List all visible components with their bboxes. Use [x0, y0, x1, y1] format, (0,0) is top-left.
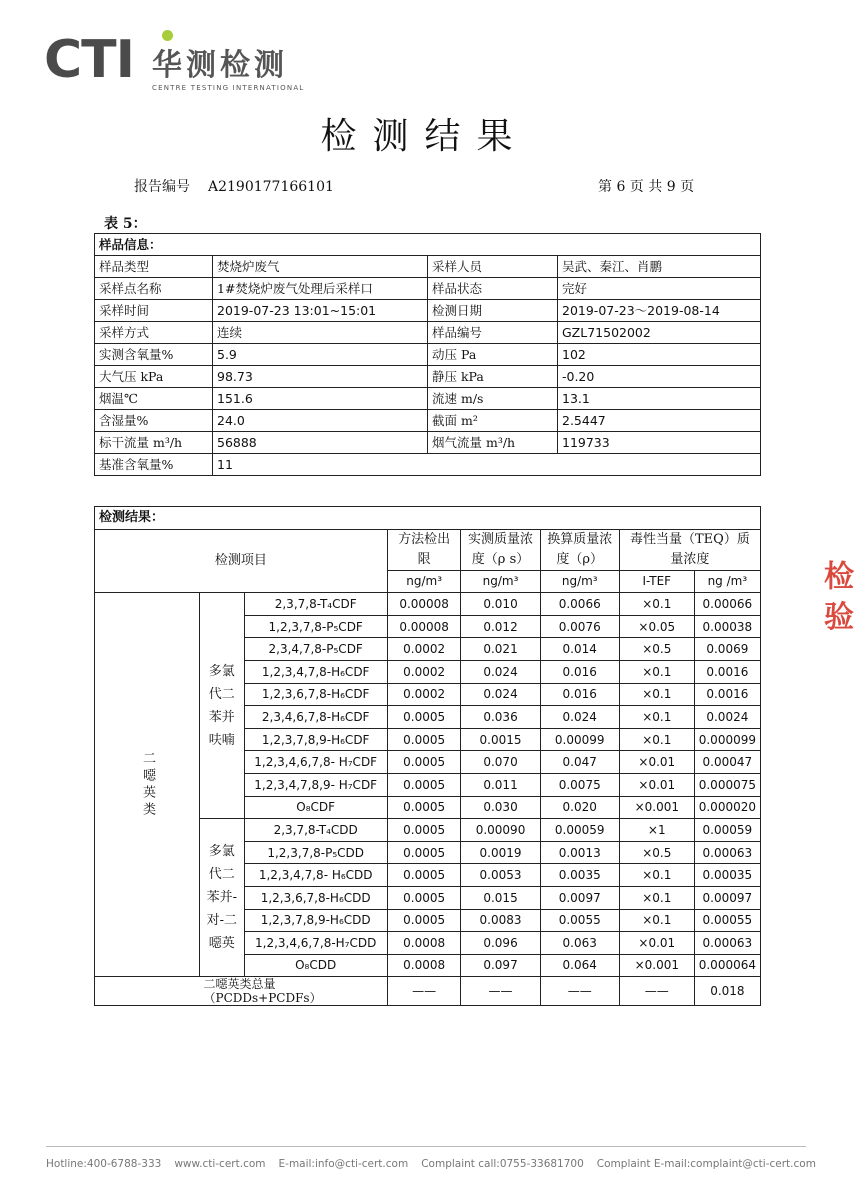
detection-limit: 0.0008 — [387, 954, 461, 977]
measured-conc: 0.096 — [461, 932, 540, 955]
compound-name: 2,3,7,8-T₄CDD — [244, 819, 387, 842]
measured-conc: 0.024 — [461, 660, 540, 683]
compound-name: 1,2,3,7,8,9-H₆CDD — [244, 909, 387, 932]
tef-factor: ×0.5 — [619, 841, 694, 864]
info-value: 119733 — [558, 432, 761, 454]
report-number — [134, 176, 334, 196]
tef-factor: ×0.1 — [619, 706, 694, 729]
info-section-title: 样品信息： — [95, 234, 761, 256]
header-detection-limit: 方法检出限 — [387, 529, 461, 570]
measured-conc: 0.010 — [461, 593, 540, 616]
measured-conc: 0.0015 — [461, 728, 540, 751]
detection-limit: 0.0002 — [387, 638, 461, 661]
teq-conc: 0.00035 — [694, 864, 760, 887]
compound-name: O₈CDF — [244, 796, 387, 819]
measured-conc: 0.0053 — [461, 864, 540, 887]
header-item: 检测项目 — [95, 529, 388, 593]
report-number-value: A2190177166101 — [208, 179, 334, 195]
header-unit: ng/m³ — [461, 570, 540, 593]
info-row — [95, 256, 761, 278]
info-label: 流速 m/s — [428, 388, 558, 410]
detection-limit: 0.0005 — [387, 728, 461, 751]
converted-conc: 0.047 — [540, 751, 619, 774]
info-value: 完好 — [558, 278, 761, 300]
compound-name: 1,2,3,4,7,8- H₆CDD — [244, 864, 387, 887]
info-value: 13.1 — [558, 388, 761, 410]
info-row — [95, 300, 761, 322]
info-value: 24.0 — [213, 410, 428, 432]
tef-factor: ×0.001 — [619, 954, 694, 977]
teq-conc: 0.00047 — [694, 751, 760, 774]
detection-limit: 0.0005 — [387, 706, 461, 729]
converted-conc: 0.020 — [540, 796, 619, 819]
detection-limit: 0.0005 — [387, 773, 461, 796]
header-converted: 换算质量浓度（ρ） — [540, 529, 619, 570]
detection-limit: 0.0005 — [387, 841, 461, 864]
seal-stamp-fragment: 检 验 — [818, 560, 853, 631]
converted-conc: 0.0075 — [540, 773, 619, 796]
results-section-title: 检测结果： — [95, 507, 761, 530]
header-teq: 毒性当量（TEQ）质量浓度 — [619, 529, 760, 570]
teq-conc: 0.00059 — [694, 819, 760, 842]
logo-cn-name: 华测检测 — [151, 48, 288, 83]
info-value: 2019-07-23～2019-08-14 — [558, 300, 761, 322]
compound-name: 1,2,3,7,8,9-H₆CDF — [244, 728, 387, 751]
cti-logo — [44, 30, 304, 92]
measured-conc: 0.024 — [461, 683, 540, 706]
info-label: 基准含氧量% — [95, 454, 213, 476]
teq-conc: 0.000064 — [694, 954, 760, 977]
table-label: 表 5： — [104, 216, 147, 232]
info-label: 样品编号 — [428, 322, 558, 344]
info-label: 大气压 kPa — [95, 366, 213, 388]
compound-name: 1,2,3,4,7,8-H₆CDF — [244, 660, 387, 683]
info-value: 5.9 — [213, 344, 428, 366]
info-value: 吴武、秦江、肖鹏 — [558, 256, 761, 278]
tef-factor: ×0.01 — [619, 932, 694, 955]
footer-email[interactable]: E-mail:info@cti-cert.com — [278, 1158, 409, 1170]
info-label: 样品类型 — [95, 256, 213, 278]
converted-conc: 0.064 — [540, 954, 619, 977]
converted-conc: 0.063 — [540, 932, 619, 955]
total-dash: —— — [540, 977, 619, 1006]
tef-factor: ×0.1 — [619, 593, 694, 616]
converted-conc: 0.016 — [540, 683, 619, 706]
converted-conc: 0.0066 — [540, 593, 619, 616]
category-label: 二噁英类 — [95, 593, 200, 977]
info-label: 检测日期 — [428, 300, 558, 322]
teq-conc: 0.00063 — [694, 841, 760, 864]
measured-conc: 0.021 — [461, 638, 540, 661]
converted-conc: 0.0035 — [540, 864, 619, 887]
compound-name: 1,2,3,4,6,7,8- H₇CDF — [244, 751, 387, 774]
converted-conc: 0.016 — [540, 660, 619, 683]
sample-info-table — [94, 233, 761, 476]
converted-conc: 0.0076 — [540, 615, 619, 638]
measured-conc: 0.070 — [461, 751, 540, 774]
info-row — [95, 278, 761, 300]
info-row — [95, 388, 761, 410]
detection-limit: 0.0002 — [387, 660, 461, 683]
tef-factor: ×0.1 — [619, 683, 694, 706]
info-label: 烟气流量 m³/h — [428, 432, 558, 454]
info-label: 烟温℃ — [95, 388, 213, 410]
info-label: 样品状态 — [428, 278, 558, 300]
total-teq: 0.018 — [694, 977, 760, 1006]
measured-conc: 0.00090 — [461, 819, 540, 842]
info-row — [95, 454, 761, 476]
total-dash: —— — [387, 977, 461, 1006]
compound-name: 1,2,3,7,8-P₅CDF — [244, 615, 387, 638]
detection-limit: 0.0002 — [387, 683, 461, 706]
footer-complaint-email[interactable]: Complaint E-mail:complaint@cti-cert.com — [596, 1158, 816, 1170]
compound-name: 1,2,3,4,6,7,8-H₇CDD — [244, 932, 387, 955]
teq-conc: 0.00038 — [694, 615, 760, 638]
footer — [46, 1158, 816, 1170]
tef-factor: ×0.1 — [619, 909, 694, 932]
tef-factor: ×0.1 — [619, 864, 694, 887]
spacer-cell — [95, 977, 200, 1006]
tef-factor: ×0.1 — [619, 728, 694, 751]
converted-conc: 0.024 — [540, 706, 619, 729]
tef-factor: ×0.01 — [619, 773, 694, 796]
teq-conc: 0.0069 — [694, 638, 760, 661]
detection-limit: 0.0005 — [387, 864, 461, 887]
info-row — [95, 410, 761, 432]
converted-conc: 0.0097 — [540, 886, 619, 909]
teq-conc: 0.0016 — [694, 660, 760, 683]
header-unit: ng /m³ — [694, 570, 760, 593]
teq-conc: 0.000099 — [694, 728, 760, 751]
measured-conc: 0.030 — [461, 796, 540, 819]
logo-brand: CTI — [44, 30, 134, 90]
detection-limit: 0.0005 — [387, 796, 461, 819]
info-label: 采样人员 — [428, 256, 558, 278]
info-value: 102 — [558, 344, 761, 366]
table-row — [95, 593, 761, 616]
info-value: 2019-07-23 13:01~15:01 — [213, 300, 428, 322]
report-number-label: 报告编号 — [134, 179, 190, 195]
info-value: 98.73 — [213, 366, 428, 388]
total-dash: —— — [619, 977, 694, 1006]
detection-limit: 0.0005 — [387, 909, 461, 932]
logo-en-name: CENTRE TESTING INTERNATIONAL — [151, 84, 305, 92]
info-value: GZL71502002 — [558, 322, 761, 344]
tef-factor: ×0.01 — [619, 751, 694, 774]
teq-conc: 0.00055 — [694, 909, 760, 932]
converted-conc: 0.00099 — [540, 728, 619, 751]
page-indicator: 第 6 页 共 9 页 — [598, 179, 695, 195]
info-label: 标干流量 m³/h — [95, 432, 213, 454]
converted-conc: 0.00059 — [540, 819, 619, 842]
total-label: 二噁英类总量（PCDDs+PCDFs） — [200, 977, 388, 1006]
info-value: 151.6 — [213, 388, 428, 410]
info-label: 截面 m² — [428, 410, 558, 432]
group-label: 多氯代二苯并呋喃 — [200, 593, 245, 819]
info-value: -0.20 — [558, 366, 761, 388]
measured-conc: 0.0083 — [461, 909, 540, 932]
info-label: 动压 Pa — [428, 344, 558, 366]
footer-complaint-call: Complaint call:0755-33681700 — [421, 1158, 584, 1170]
measured-conc: 0.036 — [461, 706, 540, 729]
info-row — [95, 366, 761, 388]
info-label: 含湿量% — [95, 410, 213, 432]
measured-conc: 0.015 — [461, 886, 540, 909]
info-label: 采样方式 — [95, 322, 213, 344]
measured-conc: 0.012 — [461, 615, 540, 638]
footer-website[interactable]: www.cti-cert.com — [174, 1158, 266, 1170]
measured-conc: 0.011 — [461, 773, 540, 796]
logo-dot — [162, 30, 173, 41]
info-label: 采样点名称 — [95, 278, 213, 300]
total-dash: —— — [461, 977, 540, 1006]
tef-factor: ×0.5 — [619, 638, 694, 661]
compound-name: 1,2,3,4,7,8,9- H₇CDF — [244, 773, 387, 796]
info-value: 连续 — [213, 322, 428, 344]
header-unit: ng/m³ — [387, 570, 461, 593]
tef-factor: ×0.05 — [619, 615, 694, 638]
converted-conc: 0.0055 — [540, 909, 619, 932]
teq-conc: 0.000075 — [694, 773, 760, 796]
tef-factor: ×1 — [619, 819, 694, 842]
info-row — [95, 344, 761, 366]
detection-limit: 0.0005 — [387, 751, 461, 774]
detection-limit: 0.00008 — [387, 615, 461, 638]
info-section-row — [95, 234, 761, 256]
info-label: 实测含氧量% — [95, 344, 213, 366]
info-label: 静压 kPa — [428, 366, 558, 388]
info-value: 11 — [213, 454, 761, 476]
tef-factor: ×0.1 — [619, 660, 694, 683]
header-measured: 实测质量浓度（ρ s） — [461, 529, 540, 570]
info-value: 2.5447 — [558, 410, 761, 432]
tef-factor: ×0.001 — [619, 796, 694, 819]
group-label: 多氯代二苯并-对-二噁英 — [200, 819, 245, 977]
teq-conc: 0.000020 — [694, 796, 760, 819]
info-value: 1#焚烧炉废气处理后采样口 — [213, 278, 428, 300]
footer-divider — [46, 1146, 806, 1147]
info-label: 采样时间 — [95, 300, 213, 322]
teq-conc: 0.0024 — [694, 706, 760, 729]
detection-limit: 0.0008 — [387, 932, 461, 955]
info-value: 56888 — [213, 432, 428, 454]
converted-conc: 0.014 — [540, 638, 619, 661]
info-row — [95, 432, 761, 454]
converted-conc: 0.0013 — [540, 841, 619, 864]
footer-hotline: Hotline:400-6788-333 — [46, 1158, 162, 1170]
compound-name: 2,3,4,7,8-P₅CDF — [244, 638, 387, 661]
teq-conc: 0.00063 — [694, 932, 760, 955]
compound-name: O₈CDD — [244, 954, 387, 977]
teq-conc: 0.00066 — [694, 593, 760, 616]
detection-limit: 0.00008 — [387, 593, 461, 616]
info-row — [95, 322, 761, 344]
measured-conc: 0.0019 — [461, 841, 540, 864]
teq-conc: 0.0016 — [694, 683, 760, 706]
compound-name: 1,2,3,6,7,8-H₆CDD — [244, 886, 387, 909]
total-row — [95, 977, 761, 1006]
compound-name: 2,3,4,6,7,8-H₆CDF — [244, 706, 387, 729]
page-title: 检测结果 — [320, 116, 529, 157]
header-unit: I-TEF — [619, 570, 694, 593]
compound-name: 1,2,3,7,8-P₅CDD — [244, 841, 387, 864]
compound-name: 2,3,7,8-T₄CDF — [244, 593, 387, 616]
results-section-row — [95, 507, 761, 530]
compound-name: 1,2,3,6,7,8-H₆CDF — [244, 683, 387, 706]
tef-factor: ×0.1 — [619, 886, 694, 909]
info-value: 焚烧炉废气 — [213, 256, 428, 278]
teq-conc: 0.00097 — [694, 886, 760, 909]
results-table — [94, 506, 761, 1006]
detection-limit: 0.0005 — [387, 819, 461, 842]
header-unit: ng/m³ — [540, 570, 619, 593]
detection-limit: 0.0005 — [387, 886, 461, 909]
measured-conc: 0.097 — [461, 954, 540, 977]
